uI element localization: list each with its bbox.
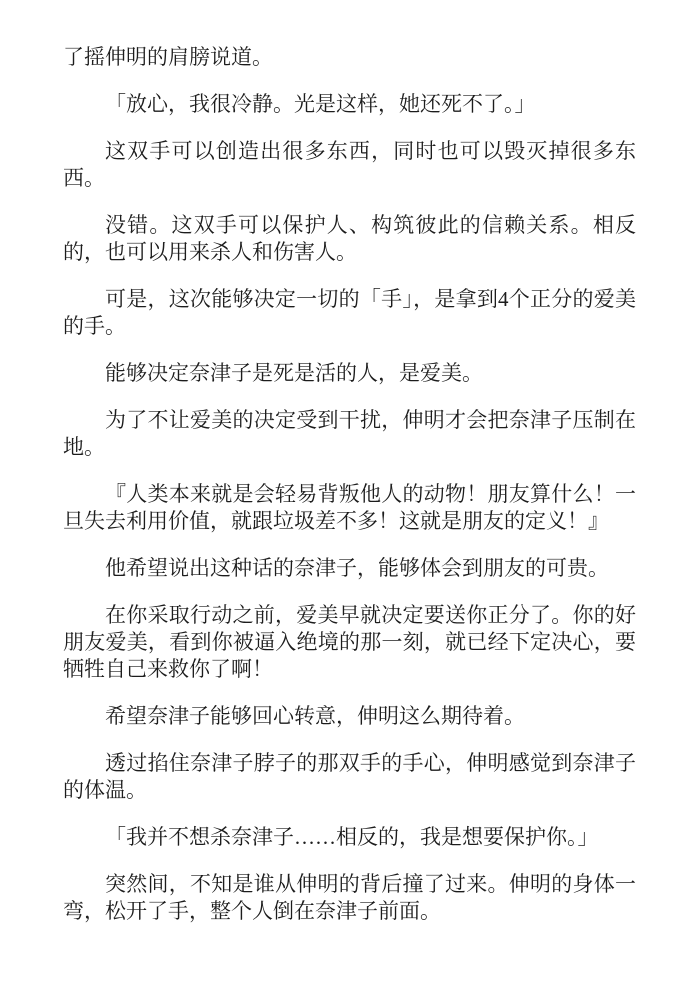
paragraph: 了摇伸明的肩膀说道。 [63, 45, 273, 69]
paragraph-inner-quote: 『人类本来就是会轻易背叛他人的动物！朋友算什么！一旦失去利用价值，就跟垃圾差不多！这就是朋友的定义！』 [63, 482, 636, 533]
paragraph: 突然间，不知是谁从伸明的背后撞了过来。伸明的身体一弯，松开了手，整个人倒在奈津子前面。 [63, 872, 636, 923]
paragraph: 他希望说出这种话的奈津子，能够体会到朋友的可贵。 [105, 556, 609, 580]
paragraph-dialogue: 「放心，我很冷静。光是这样，她还死不了。」 [105, 92, 536, 116]
paragraph: 能够决定奈津子是死是活的人，是爱美。 [105, 361, 483, 385]
paragraph: 没错。这双手可以保护人、构筑彼此的信赖关系。相反的，也可以用来杀人和伤害人。 [63, 213, 636, 264]
paragraph: 在你采取行动之前，爱美早就决定要送你正分了。你的好朋友爱美，看到你被逼入绝境的那一刻，就已经下定决心，要牺牲自己来救你了啊！ [63, 603, 636, 681]
paragraph: 为了不让爱美的决定受到干扰，伸明才会把奈津子压制在地。 [63, 408, 636, 459]
paragraph: 透过掐住奈津子脖子的那双手的手心，伸明感觉到奈津子的体温。 [63, 751, 636, 802]
paragraph: 可是，这次能够决定一切的「手」，是拿到4个正分的爱美的手。 [63, 287, 636, 338]
paragraph: 这双手可以创造出很多东西，同时也可以毁灭掉很多东西。 [63, 139, 636, 190]
paragraph: 希望奈津子能够回心转意，伸明这么期待着。 [105, 704, 525, 728]
paragraph-dialogue: 「我并不想杀奈津子……相反的，我是想要保护你。」 [105, 825, 599, 849]
